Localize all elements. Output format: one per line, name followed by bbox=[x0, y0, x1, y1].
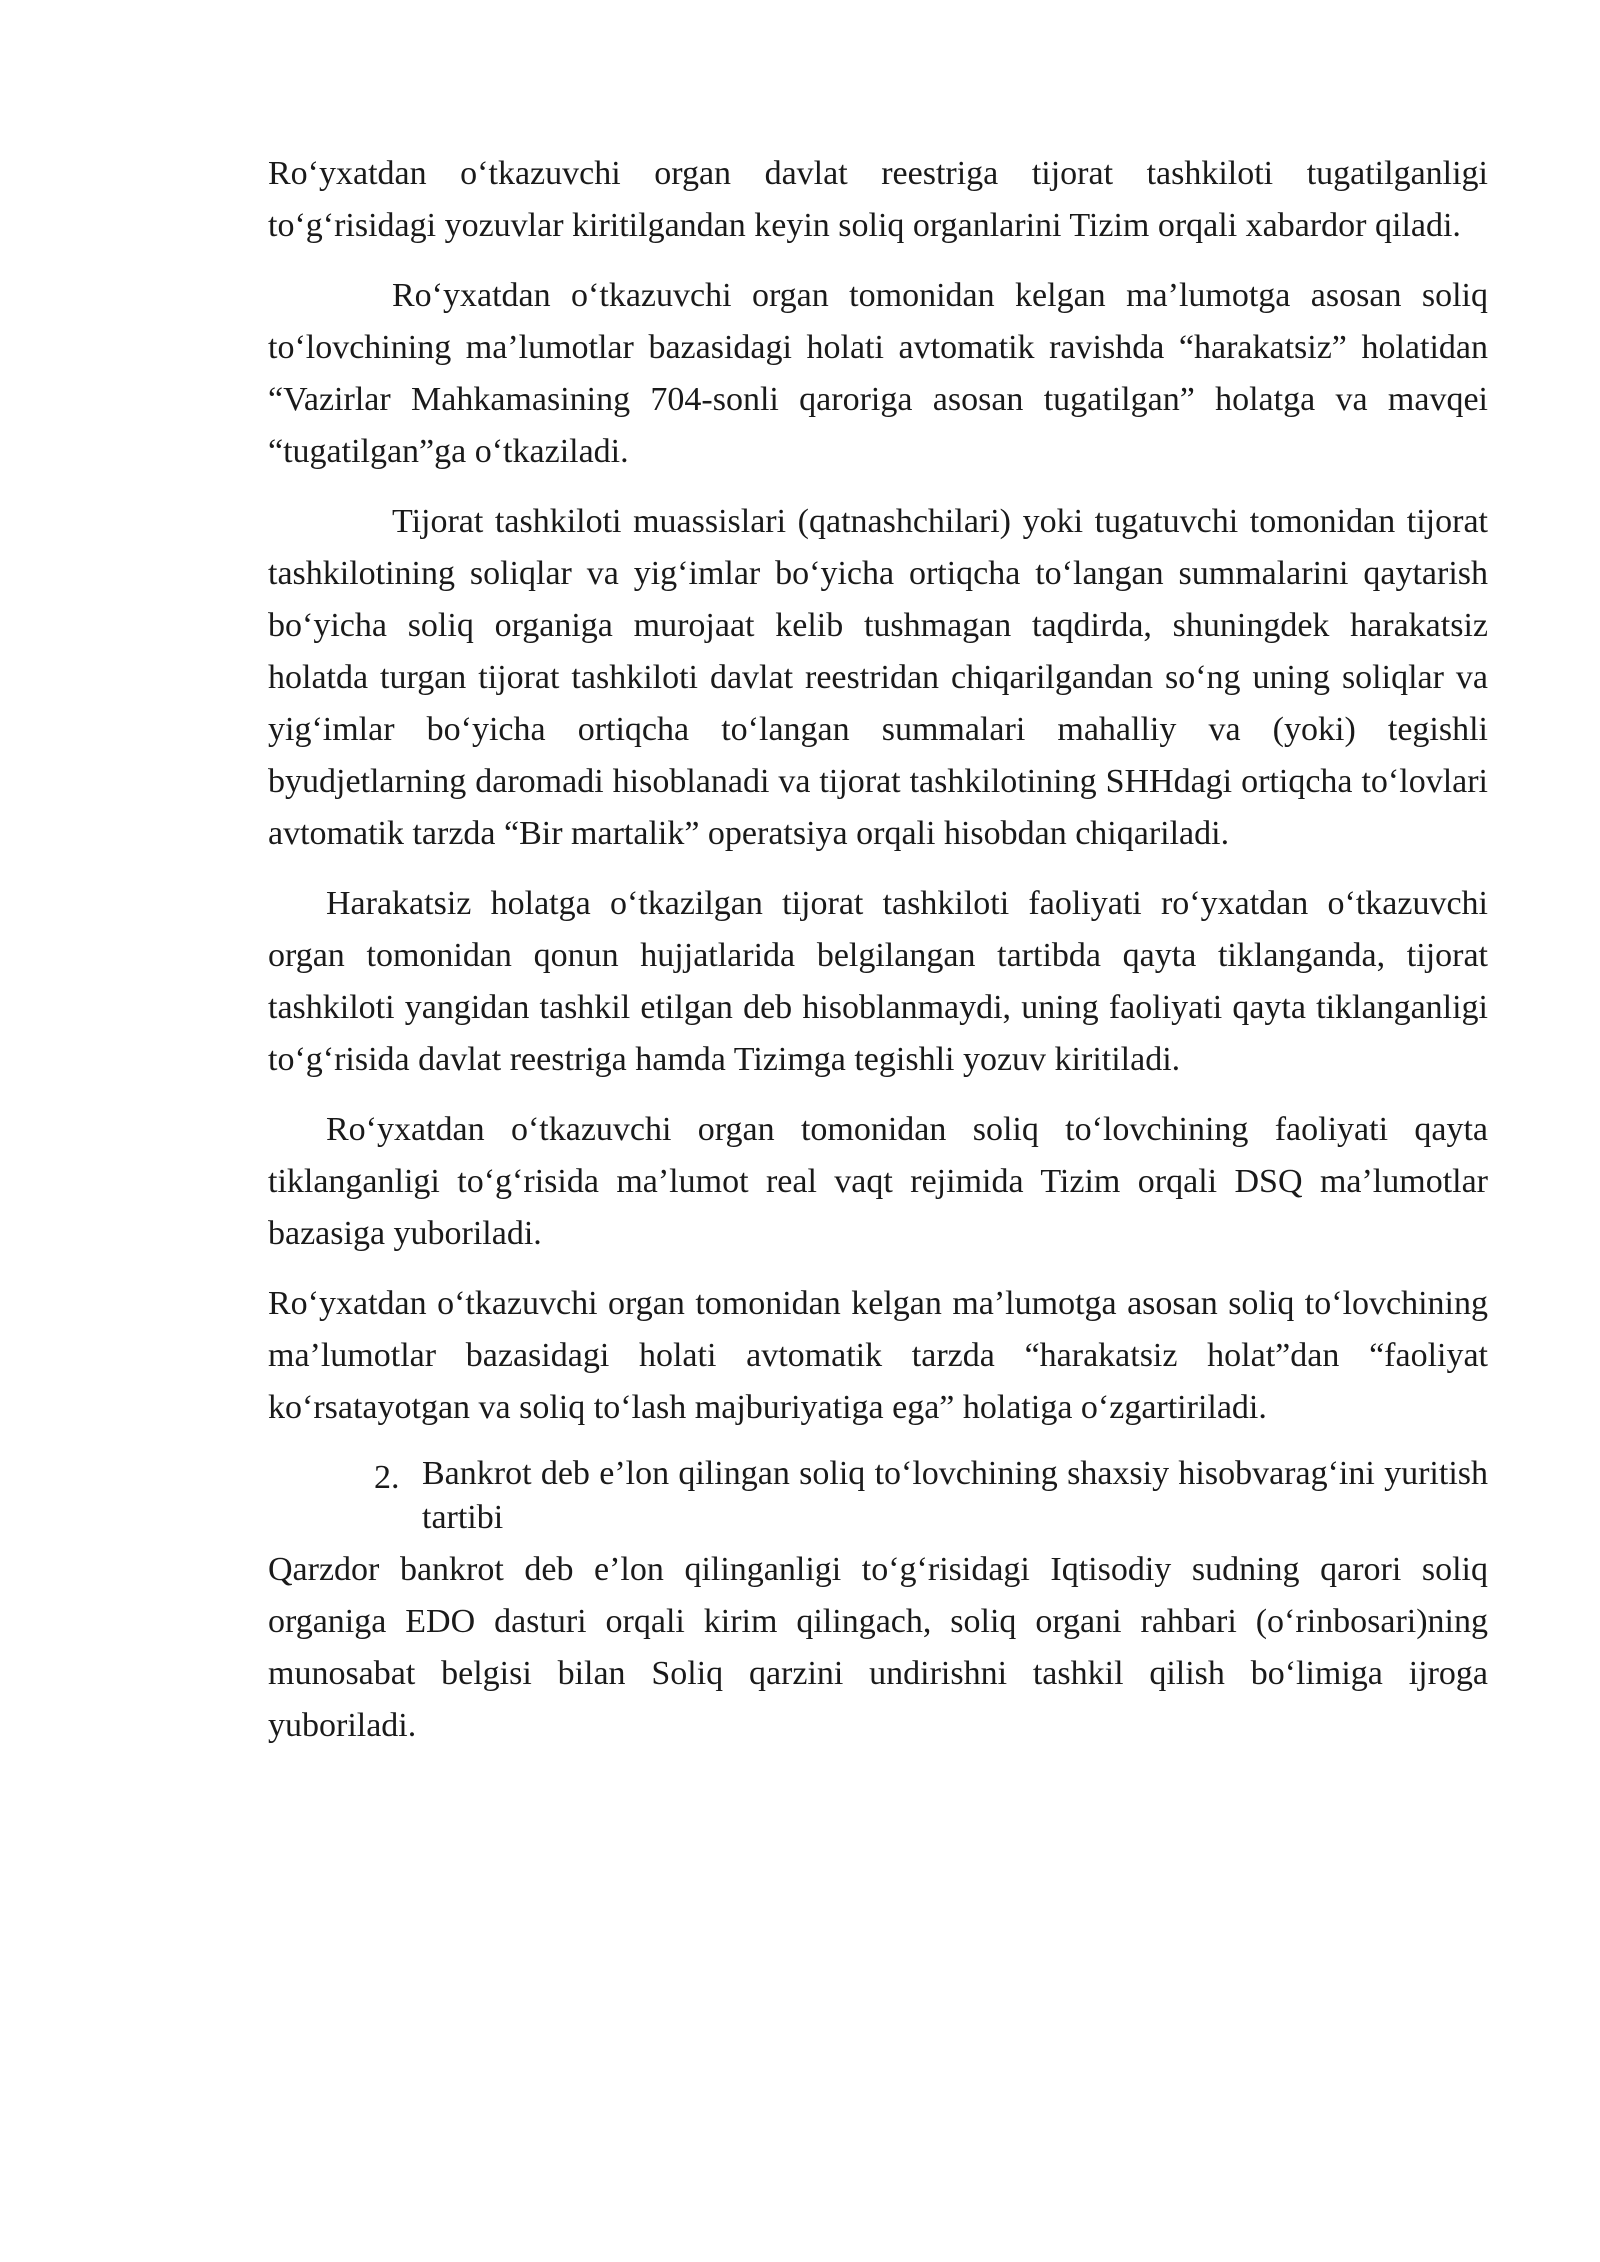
paragraph-activity-restored: Harakatsiz holatga o‘tkazilgan tijorat tashkiloti faoliyati ro‘yxatdan o‘tkazuvchi organ tomonidan qonun hujjatlarida belgilangan tartibda qayta tiklanganda, tijorat tashkiloti yangidan tashkil etilgan deb hisoblanmaydi, uning faoliyati qayta tiklanganligi to‘g‘risida davlat reestriga hamda Tizimga tegishli yozuv kiritiladi. bbox=[268, 885, 1488, 1078]
paragraph-status-liquidated: Ro‘yxatdan o‘tkazuvchi organ tomonidan kelgan ma’lumotga asosan soliq to‘lovchining ma’lumotlar bazasidagi holati avtomatik ravishda “harakatsiz” holatidan “Vazirlar Mahkamasining 704-sonli qaroriga asosan tugatilgan” holatga va mavqei “tugatilgan”ga o‘tkaziladi. bbox=[268, 277, 1488, 470]
paragraph-status-change: Ro‘yxatdan o‘tkazuvchi organ tomonidan kelgan ma’lumotga asosan soliq to‘lovchining ma’lumotlar bazasidagi holati avtomatik tarzda “harakatsiz holat”dan “faoliyat ko‘rsatayotgan va soliq to‘lash majburiyatiga ega” holatiga o‘zgartiriladi. bbox=[268, 1285, 1488, 1426]
paragraph-overpayment-writeoff: Tijorat tashkiloti muassislari (qatnashchilari) yoki tugatuvchi tomonidan tijorat tashkilotining soliqlar va yig‘imlar bo‘yicha ortiqcha to‘langan summalarini qaytarish bo‘yicha soliq organiga murojaat kelib tushmagan taqdirda, shuningdek harakatsiz holatda turgan tijorat tashkiloti davlat reestridan chiqarilgandan so‘ng uning soliqlar va yig‘imlar bo‘yicha ortiqcha to‘langan summalari mahalliy va (yoki) tegishli byudjetlarning daromadi hisoblanadi va tijorat tashkilotining SHHdagi ortiqcha to‘lovlari avtomatik tarzda “Bir martalik” operatsiya orqali hisobdan chiqariladi. bbox=[268, 503, 1488, 852]
section-heading-text: Bankrot deb e’lon qilingan soliq to‘lovchining shaxsiy hisobvarag‘ini yuritish tartibi bbox=[422, 1455, 1488, 1536]
section-heading-number: 2. bbox=[374, 1459, 400, 1496]
paragraph-registry-notification: Ro‘yxatdan o‘tkazuvchi organ davlat reestriga tijorat tashkiloti tugatilganligi to‘g‘risidagi yozuvlar kiritilgandan keyin soliq organlarini Tizim orqali xabardor qiladi. bbox=[268, 155, 1488, 244]
paragraph-bankruptcy-procedure: Qarzdor bankrot deb e’lon qilinganligi to‘g‘risidagi Iqtisodiy sudning qarori soliq organiga EDO dasturi orqali kirim qilingach, soliq organi rahbari (o‘rinbosari)ning munosabat belgisi bilan Soliq qarzini undirishni tashkil qilish bo‘limiga ijroga yuboriladi. bbox=[268, 1551, 1488, 1744]
section-heading bbox=[268, 1452, 1488, 1540]
paragraph-realtime-info: Ro‘yxatdan o‘tkazuvchi organ tomonidan soliq to‘lovchining faoliyati qayta tiklanganligi to‘g‘risida ma’lumot real vaqt rejimida Tizim orqali DSQ ma’lumotlar bazasiga yuboriladi. bbox=[268, 1111, 1488, 1252]
document-page bbox=[268, 148, 1488, 1770]
